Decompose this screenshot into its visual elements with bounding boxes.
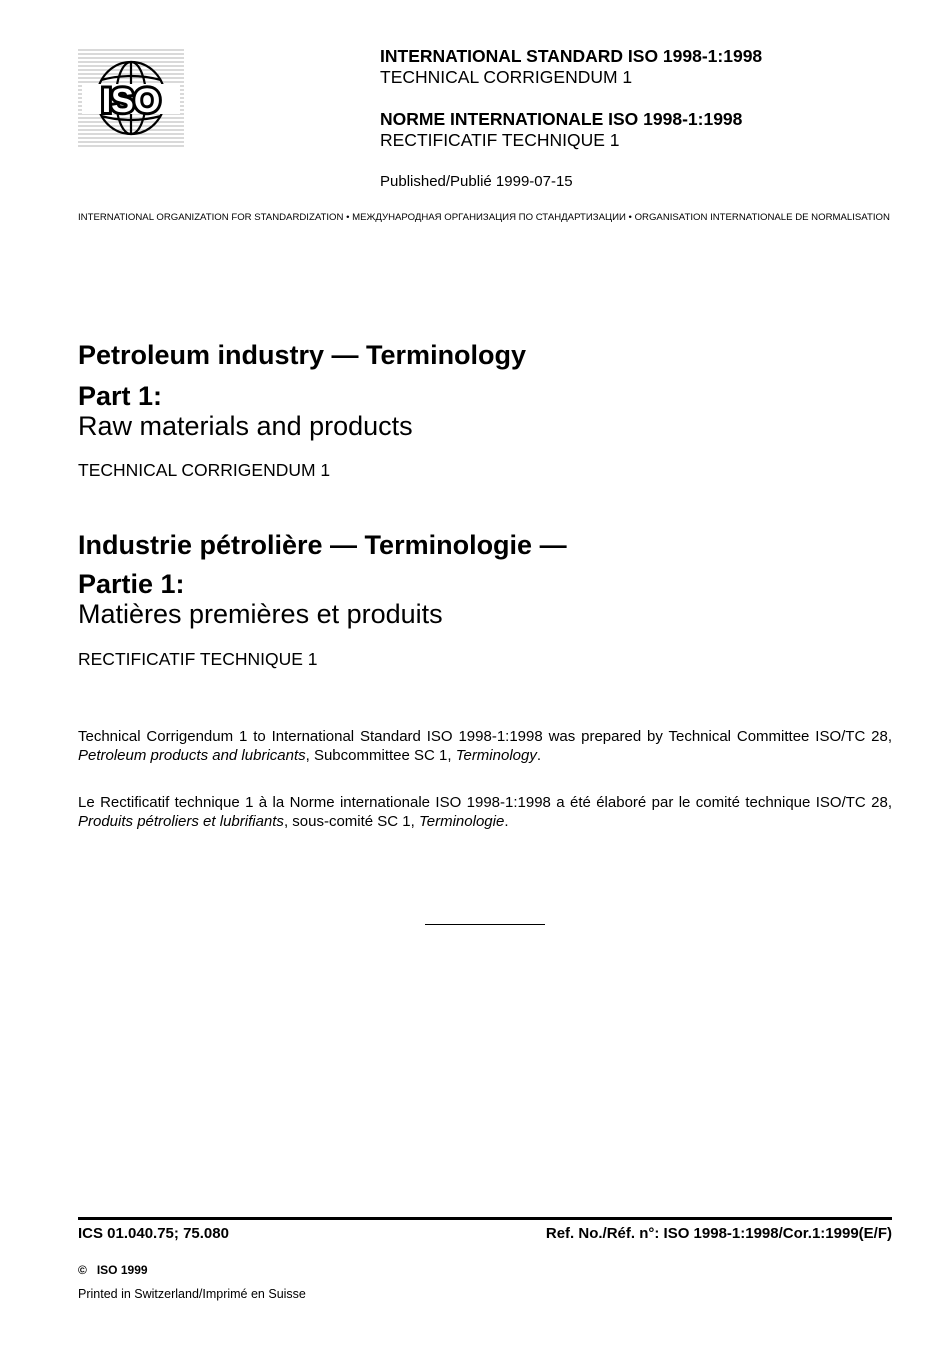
footer-rule	[78, 1217, 892, 1220]
committee-name-en: Petroleum products and lubricants	[78, 747, 306, 764]
published-date: Published/Publié 1999-07-15	[380, 173, 573, 190]
subcommittee-name-en: Terminology	[455, 747, 537, 764]
reference-number: Ref. No./Réf. n°: ISO 1998-1:1998/Cor.1:1999(E/F)	[545, 1225, 892, 1242]
subtitle-en: Raw materials and products	[78, 411, 413, 441]
title-en: Petroleum industry — Terminology	[78, 340, 527, 370]
committee-name-fr: Produits pétroliers et lubrifiants	[78, 813, 284, 830]
corrigendum-en: TECHNICAL CORRIGENDUM 1	[380, 67, 633, 87]
header-fr	[380, 109, 742, 151]
subtitle-fr: Matières premières et produits	[78, 599, 443, 629]
standard-en: INTERNATIONAL STANDARD ISO 1998-1:1998	[380, 46, 763, 66]
end-rule	[425, 924, 545, 925]
corrigendum-fr: RECTIFICATIF TECHNIQUE 1	[380, 130, 620, 150]
copyright-icon: ©	[78, 1263, 87, 1277]
printed-in: Printed in Switzerland/Imprimé en Suisse	[78, 1287, 306, 1301]
paragraph-fr-text: Le Rectificatif technique 1 à la Norme internationale ISO 1998-1:1998 a été élaboré par le comité technique ISO/TC 28,	[78, 794, 892, 811]
iso-logo	[78, 48, 184, 149]
copyright-text: ISO 1999	[96, 1263, 148, 1277]
paragraph-fr-text: .	[504, 813, 509, 830]
paragraph-en-text: .	[536, 747, 542, 764]
paragraph-fr	[78, 793, 892, 831]
title-fr: Industrie pétrolière — Terminologie —	[78, 530, 567, 560]
organization-line: INTERNATIONAL ORGANIZATION FOR STANDARDIZATION • МЕЖДУНАРОДНАЯ ОРГАНИЗАЦИЯ ПО СТАНДАРТИЗАЦИИ • ORGANISATION INTERNATIONALE DE NORMALISATION	[78, 212, 890, 223]
paragraph-en-text: , Subcommittee SC 1,	[305, 747, 456, 764]
copyright	[78, 1263, 148, 1277]
corrigendum-label-fr: RECTIFICATIF TECHNIQUE 1	[78, 649, 318, 669]
standard-fr: NORME INTERNATIONALE ISO 1998-1:1998	[380, 109, 743, 129]
subcommittee-name-fr: Terminologie	[418, 813, 505, 830]
logo-text: ISO	[101, 82, 161, 120]
paragraph-fr-text: , sous-comité SC 1,	[283, 813, 419, 830]
header-en	[380, 46, 762, 88]
part-fr: Partie 1:	[78, 569, 185, 599]
corrigendum-label-en: TECHNICAL CORRIGENDUM 1	[78, 460, 331, 480]
paragraph-en-text: Technical Corrigendum 1 to International Standard ISO 1998-1:1998 was prepared by Technical Committee ISO/TC 28,	[78, 728, 892, 745]
part-en: Part 1:	[78, 381, 163, 411]
ics-code: ICS 01.040.75; 75.080	[78, 1225, 229, 1242]
paragraph-en	[78, 727, 892, 765]
